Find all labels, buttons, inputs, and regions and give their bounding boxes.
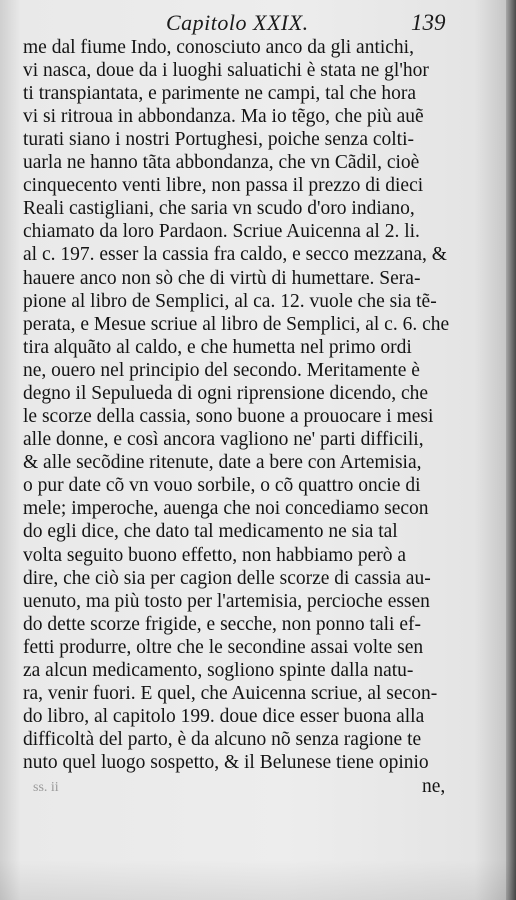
text-line: me dal fiume Indo, conosciuto anco da gli antichi, <box>23 37 414 58</box>
running-head: Capitolo XXIX. <box>166 10 309 35</box>
text-line: Reali castigliani, che saria vn scudo d'oro indiano, <box>23 198 415 219</box>
text-line: alle donne, e così ancora vagliono ne' parti difficili, <box>23 429 424 450</box>
text-line: o pur date cõ vn vouo sorbile, o cõ quattro oncie di <box>23 475 421 496</box>
text-line: ne, ouero nel principio del secondo. Meritamente è <box>23 360 420 381</box>
text-line: uenuto, ma più tosto per l'artemisia, percioche essen <box>23 591 430 612</box>
catchword: ne, <box>422 776 446 797</box>
page-number: 139 <box>411 10 446 35</box>
text-line: za alcun medicamento, sogliono spinte dalla natu- <box>23 660 414 681</box>
text-line: al c. 197. esser la cassia fra caldo, e secco mezzana, & <box>23 244 447 265</box>
text-line: mele; imperoche, auenga che noi concediamo secon <box>23 498 429 519</box>
text-line: le scorze della cassia, sono buone a prouocare i mesi <box>23 406 434 427</box>
text-line: turati siano i nostri Portughesi, poiche senza colti- <box>23 129 414 150</box>
text-line: dire, che ciò sia per cagion delle scorze di cassia au- <box>23 568 431 589</box>
text-line: degno il Sepulueda di ogni riprensione dicendo, che <box>23 383 429 404</box>
text-line: nuto quel luogo sospetto, & il Belunese tiene opinio <box>23 752 429 773</box>
text-line: hauere anco non sò che di virtù di humettare. Sera- <box>23 268 421 289</box>
text-line: pione al libro de Semplici, al ca. 12. vuole che sia tẽ- <box>23 291 437 312</box>
text-line: do egli dice, che dato tal medicamento ne sia tal <box>23 521 398 542</box>
text-line: volta seguito buono effetto, non habbiamo però a <box>23 545 407 566</box>
bottom-margin <box>0 860 516 900</box>
text-line: & alle secõdine ritenute, date a bere con Artemisia, <box>23 452 422 473</box>
text-line: tira alquãto al caldo, e che humetta nel primo ordi <box>23 337 412 358</box>
signature-mark: ss. ii <box>33 780 59 795</box>
text-line: do dette scorze frigide, e secche, non ponno tali ef- <box>23 614 421 635</box>
page-edge-shadow <box>506 0 516 900</box>
text-line: uarla ne hanno tãta abbondanza, che vn Cãdil, cioè <box>23 152 420 173</box>
text-line: do libro, al capitolo 199. doue dice esser buona alla <box>23 706 425 727</box>
text-line: fetti produrre, oltre che le secondine assai volte sen <box>23 637 424 658</box>
text-line: chiamato da loro Pardaon. Scriue Auicenna al 2. li. <box>23 221 420 242</box>
text-line: perata, e Mesue scriue al libro de Semplici, al c. 6. che <box>23 314 450 335</box>
text-line: ra, venir fuori. E quel, che Auicenna scriue, al secon- <box>23 683 438 704</box>
text-line: difficoltà del parto, è da alcuno nõ senza ragione te <box>23 729 422 750</box>
text-line: ti transpiantata, e parimente ne campi, tal che hora <box>23 83 417 104</box>
text-line: vi si ritroua in abbondanza. Ma io tẽgo, che più auẽ <box>23 106 424 127</box>
text-line: vi nasca, doue da i luoghi saluatichi è stata ne gl'hor <box>23 60 429 81</box>
page-header <box>0 4 516 38</box>
text-line: cinquecento venti libre, non passa il prezzo di dieci <box>23 175 424 196</box>
